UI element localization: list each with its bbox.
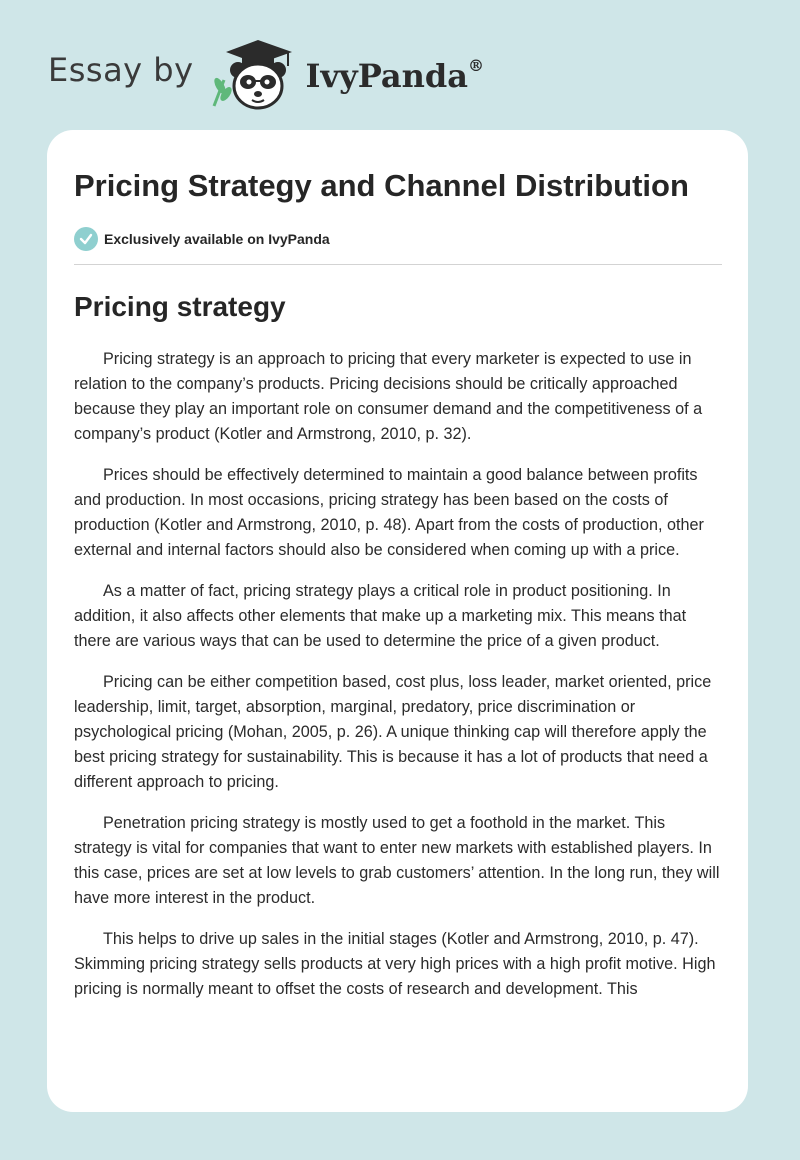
paragraph: Penetration pricing strategy is mostly used to get a foothold in the market. This strategy is vital for companies that want to enter new markets with established players. In this case, prices are set at low levels to grab customers’ attention. In the long run, they will have more interest in the product. xyxy=(74,814,720,907)
exclusive-text: Exclusively available on IvyPanda xyxy=(104,231,330,247)
essay-content xyxy=(74,165,722,1002)
divider xyxy=(74,264,722,265)
essay-card xyxy=(47,130,748,1112)
paragraph: This helps to drive up sales in the initial stages (Kotler and Armstrong, 2010, p. 47). Skimming pricing strategy sells products at very high prices with a high profit motive. High pricing is normally meant to offset the costs of research and development. This xyxy=(74,930,716,998)
panda-logo-icon[interactable] xyxy=(208,36,300,112)
site-header xyxy=(48,36,748,112)
essay-by-label: Essay by xyxy=(48,51,194,89)
section-heading: Pricing strategy xyxy=(74,291,286,322)
paragraph: Prices should be effectively determined to maintain a good balance between profits and production. In most occasions, pricing strategy has been based on the costs of production (Kotler and Armstrong, 2010, p. 48). Apart from the costs of production, other external and internal factors should also be considered when coming up with a price. xyxy=(74,466,704,559)
paragraph: Pricing strategy is an approach to pricing that every marketer is expected to use in relation to the company’s products. Pricing decisions should be critically approached because they play an important role on consumer demand and the competitiveness of a company’s product (Kotler and Armstrong, 2010, p. 32). xyxy=(74,350,703,443)
paragraph: As a matter of fact, pricing strategy plays a critical role in product positioning. In addition, it also affects other elements that make up a marketing mix. This means that there are various ways that can be used to determine the price of a given product. xyxy=(74,582,687,650)
registered-mark: ® xyxy=(468,56,484,76)
essay-title: Pricing Strategy and Channel Distribution xyxy=(74,168,689,203)
paragraph: Pricing can be either competition based, cost plus, loss leader, market oriented, price leadership, limit, target, absorption, marginal, predatory, price discrimination or psychological pricing (Mohan, 2005, p. 26). A unique thinking cap will therefore apply the best pricing strategy for sustainability. This is because it has a lot of products that need a different approach to pricing. xyxy=(74,673,712,791)
exclusive-badge xyxy=(74,226,722,252)
check-icon xyxy=(74,227,98,251)
brand-name[interactable]: IvyPanda® xyxy=(305,56,484,95)
